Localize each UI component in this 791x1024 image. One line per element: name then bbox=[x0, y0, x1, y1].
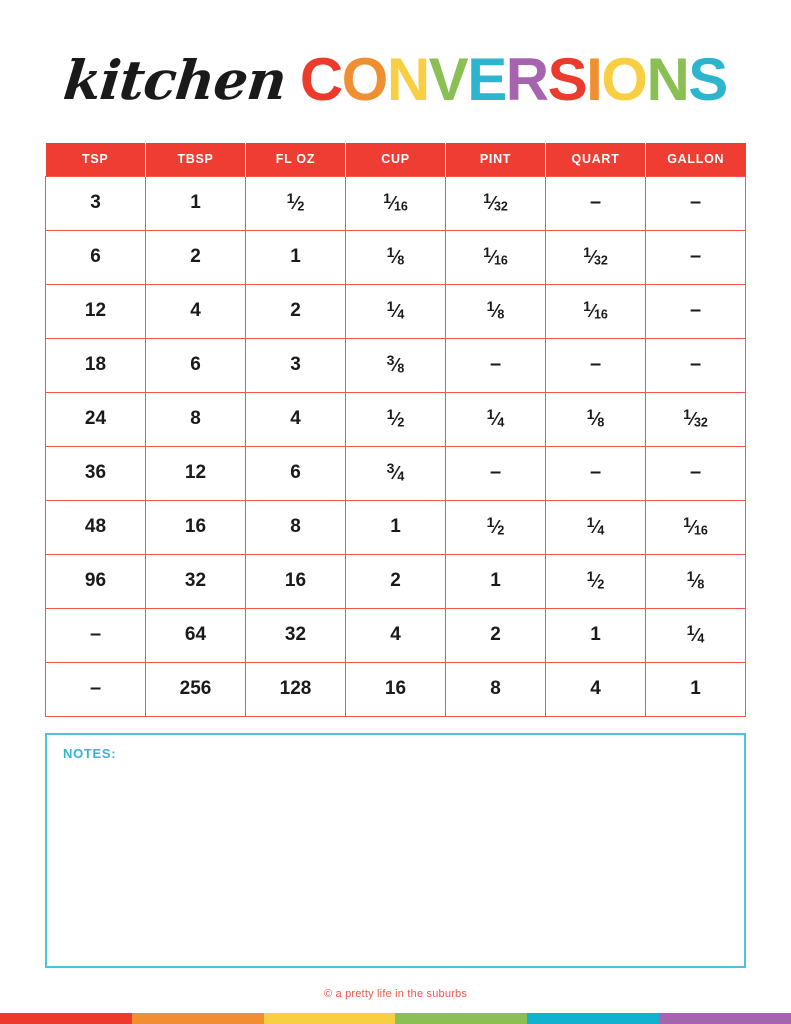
empty-value-dash: – bbox=[89, 623, 102, 645]
fraction-value: 3⁄4 bbox=[386, 460, 405, 484]
cell-quart-9: 4 bbox=[546, 662, 646, 716]
cell-gallon-3 bbox=[646, 338, 746, 392]
fraction-value: 1⁄16 bbox=[483, 244, 508, 268]
rainbow-band-1 bbox=[132, 1013, 264, 1024]
empty-value-dash: – bbox=[489, 353, 502, 375]
title-letter-1: O bbox=[341, 46, 387, 113]
title-bold-word bbox=[299, 46, 727, 113]
cell-fl-oz-9: 128 bbox=[246, 662, 346, 716]
rainbow-strip bbox=[0, 1013, 791, 1024]
cell-tbsp-5: 12 bbox=[146, 446, 246, 500]
page-title bbox=[0, 30, 791, 130]
cell-cup-8: 4 bbox=[346, 608, 446, 662]
empty-value-dash: – bbox=[689, 245, 702, 267]
fraction-value: 1⁄4 bbox=[686, 622, 705, 646]
title-letter-0: C bbox=[299, 46, 342, 113]
title-letter-7: I bbox=[586, 46, 602, 113]
cell-tsp-4: 24 bbox=[46, 392, 146, 446]
fraction-value: 1⁄16 bbox=[583, 298, 608, 322]
cell-quart-7 bbox=[546, 554, 646, 608]
column-header-cup: CUP bbox=[346, 143, 446, 176]
fraction-value: 1⁄16 bbox=[683, 514, 708, 538]
table-row bbox=[46, 230, 746, 284]
cell-fl-oz-1: 1 bbox=[246, 230, 346, 284]
cell-gallon-9: 1 bbox=[646, 662, 746, 716]
cell-tsp-0: 3 bbox=[46, 176, 146, 230]
column-header-tsp: TSP bbox=[46, 143, 146, 176]
table-row bbox=[46, 662, 746, 716]
fraction-value: 1⁄4 bbox=[486, 406, 505, 430]
empty-value-dash: – bbox=[689, 353, 702, 375]
title-script-word: kitchen bbox=[60, 48, 290, 112]
cell-fl-oz-2: 2 bbox=[246, 284, 346, 338]
cell-tbsp-2: 4 bbox=[146, 284, 246, 338]
cell-pint-8: 2 bbox=[446, 608, 546, 662]
cell-tsp-8 bbox=[46, 608, 146, 662]
cell-pint-5 bbox=[446, 446, 546, 500]
title-letter-4: E bbox=[467, 46, 506, 113]
fraction-value: 1⁄2 bbox=[486, 514, 505, 538]
cell-tsp-3: 18 bbox=[46, 338, 146, 392]
cell-fl-oz-6: 8 bbox=[246, 500, 346, 554]
cell-cup-7: 2 bbox=[346, 554, 446, 608]
empty-value-dash: – bbox=[689, 299, 702, 321]
fraction-value: 1⁄32 bbox=[483, 190, 508, 214]
notes-box[interactable] bbox=[45, 733, 746, 968]
empty-value-dash: – bbox=[589, 353, 602, 375]
cell-pint-6 bbox=[446, 500, 546, 554]
empty-value-dash: – bbox=[89, 677, 102, 699]
cell-gallon-6 bbox=[646, 500, 746, 554]
rainbow-band-4 bbox=[527, 1013, 659, 1024]
fraction-value: 3⁄8 bbox=[386, 352, 405, 376]
cell-tsp-9 bbox=[46, 662, 146, 716]
fraction-value: 1⁄32 bbox=[683, 406, 708, 430]
cell-fl-oz-8: 32 bbox=[246, 608, 346, 662]
cell-quart-8: 1 bbox=[546, 608, 646, 662]
table-row bbox=[46, 284, 746, 338]
fraction-value: 1⁄8 bbox=[686, 568, 705, 592]
cell-quart-0 bbox=[546, 176, 646, 230]
cell-quart-1 bbox=[546, 230, 646, 284]
cell-cup-1 bbox=[346, 230, 446, 284]
cell-fl-oz-7: 16 bbox=[246, 554, 346, 608]
cell-fl-oz-3: 3 bbox=[246, 338, 346, 392]
table-row bbox=[46, 608, 746, 662]
table-body bbox=[46, 176, 746, 716]
rainbow-band-0 bbox=[0, 1013, 132, 1024]
cell-pint-1 bbox=[446, 230, 546, 284]
conversions-table bbox=[45, 143, 746, 717]
cell-fl-oz-5: 6 bbox=[246, 446, 346, 500]
fraction-value: 1⁄32 bbox=[583, 244, 608, 268]
title-letter-2: N bbox=[386, 46, 429, 113]
fraction-value: 1⁄8 bbox=[386, 244, 405, 268]
cell-tbsp-7: 32 bbox=[146, 554, 246, 608]
cell-tbsp-3: 6 bbox=[146, 338, 246, 392]
cell-quart-6 bbox=[546, 500, 646, 554]
cell-cup-3 bbox=[346, 338, 446, 392]
rainbow-band-3 bbox=[395, 1013, 527, 1024]
cell-tsp-7: 96 bbox=[46, 554, 146, 608]
cell-pint-0 bbox=[446, 176, 546, 230]
column-header-tbsp: TBSP bbox=[146, 143, 246, 176]
cell-tsp-2: 12 bbox=[46, 284, 146, 338]
cell-cup-6: 1 bbox=[346, 500, 446, 554]
cell-cup-5 bbox=[346, 446, 446, 500]
fraction-value: 1⁄8 bbox=[586, 406, 605, 430]
fraction-value: 1⁄4 bbox=[586, 514, 605, 538]
cell-pint-4 bbox=[446, 392, 546, 446]
title-letter-9: N bbox=[646, 46, 689, 113]
cell-cup-2 bbox=[346, 284, 446, 338]
cell-gallon-0 bbox=[646, 176, 746, 230]
empty-value-dash: – bbox=[589, 461, 602, 483]
rainbow-band-2 bbox=[264, 1013, 396, 1024]
cell-pint-2 bbox=[446, 284, 546, 338]
cell-quart-3 bbox=[546, 338, 646, 392]
table-row bbox=[46, 446, 746, 500]
table-row bbox=[46, 392, 746, 446]
cell-pint-7: 1 bbox=[446, 554, 546, 608]
cell-tbsp-9: 256 bbox=[146, 662, 246, 716]
table-row bbox=[46, 500, 746, 554]
cell-tbsp-4: 8 bbox=[146, 392, 246, 446]
fraction-value: 1⁄2 bbox=[286, 190, 305, 214]
empty-value-dash: – bbox=[589, 191, 602, 213]
cell-cup-9: 16 bbox=[346, 662, 446, 716]
cell-cup-4 bbox=[346, 392, 446, 446]
table-row bbox=[46, 176, 746, 230]
cell-pint-9: 8 bbox=[446, 662, 546, 716]
cell-tbsp-1: 2 bbox=[146, 230, 246, 284]
fraction-value: 1⁄2 bbox=[586, 568, 605, 592]
cell-gallon-8 bbox=[646, 608, 746, 662]
cell-fl-oz-0 bbox=[246, 176, 346, 230]
cell-tsp-6: 48 bbox=[46, 500, 146, 554]
footer-credit: © a pretty life in the suburbs bbox=[323, 988, 468, 1000]
cell-tsp-5: 36 bbox=[46, 446, 146, 500]
column-header-gallon: GALLON bbox=[646, 143, 746, 176]
column-header-fl-oz: FL OZ bbox=[246, 143, 346, 176]
cell-gallon-5 bbox=[646, 446, 746, 500]
fraction-value: 1⁄4 bbox=[386, 298, 405, 322]
cell-quart-4 bbox=[546, 392, 646, 446]
title-letter-10: S bbox=[688, 46, 727, 113]
empty-value-dash: – bbox=[689, 191, 702, 213]
table-header-row bbox=[46, 143, 746, 176]
fraction-value: 1⁄2 bbox=[386, 406, 405, 430]
cell-gallon-7 bbox=[646, 554, 746, 608]
fraction-value: 1⁄16 bbox=[383, 190, 408, 214]
title-letter-6: S bbox=[547, 46, 587, 113]
cell-tbsp-0: 1 bbox=[146, 176, 246, 230]
cell-gallon-2 bbox=[646, 284, 746, 338]
cell-gallon-1 bbox=[646, 230, 746, 284]
table-row bbox=[46, 554, 746, 608]
empty-value-dash: – bbox=[689, 461, 702, 483]
cell-tsp-1: 6 bbox=[46, 230, 146, 284]
column-header-pint: PINT bbox=[446, 143, 546, 176]
empty-value-dash: – bbox=[489, 461, 502, 483]
cell-quart-2 bbox=[546, 284, 646, 338]
cell-tbsp-6: 16 bbox=[146, 500, 246, 554]
cell-pint-3 bbox=[446, 338, 546, 392]
column-header-quart: QUART bbox=[546, 143, 646, 176]
table-row bbox=[46, 338, 746, 392]
cell-gallon-4 bbox=[646, 392, 746, 446]
notes-label: NOTES: bbox=[63, 746, 117, 761]
rainbow-band-5 bbox=[659, 1013, 791, 1024]
cell-tbsp-8: 64 bbox=[146, 608, 246, 662]
title-letter-8: O bbox=[601, 46, 647, 113]
fraction-value: 1⁄8 bbox=[486, 298, 505, 322]
title-letter-3: V bbox=[428, 46, 468, 113]
cell-quart-5 bbox=[546, 446, 646, 500]
cell-cup-0 bbox=[346, 176, 446, 230]
cell-fl-oz-4: 4 bbox=[246, 392, 346, 446]
title-letter-5: R bbox=[505, 46, 548, 113]
